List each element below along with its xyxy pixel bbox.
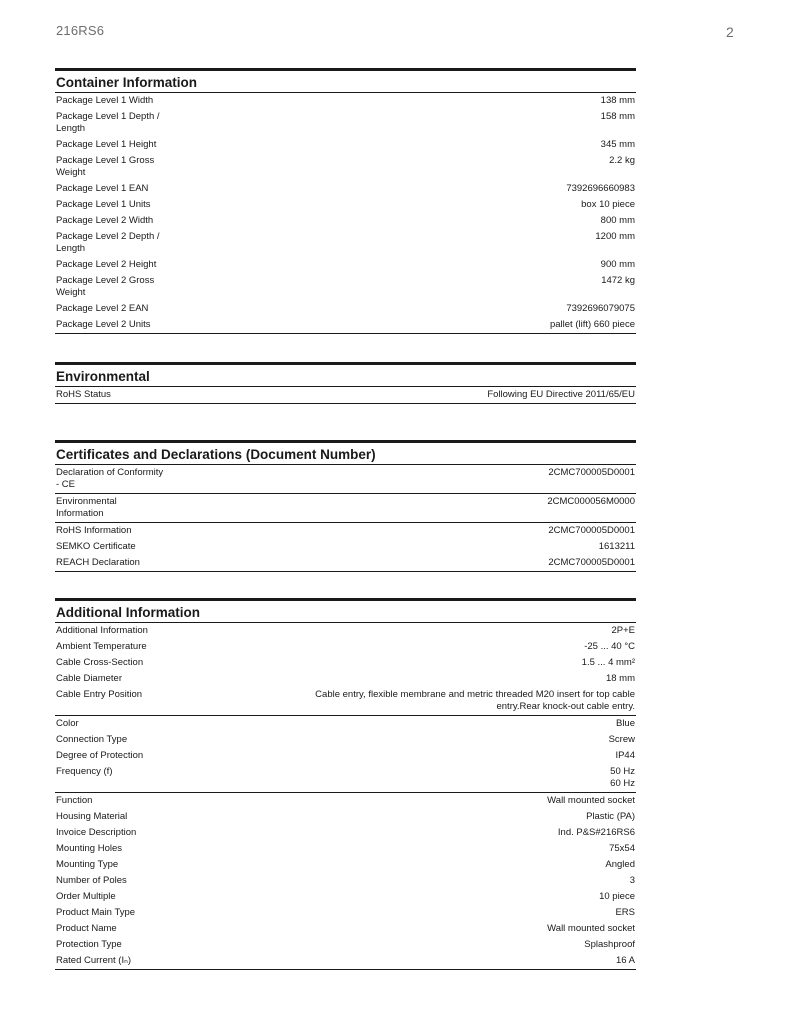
spec-row	[55, 93, 636, 109]
spec-row	[55, 937, 636, 953]
spec-row	[55, 715, 636, 732]
spec-value: Splashproof	[584, 939, 635, 950]
spec-row	[55, 465, 636, 493]
spec-row	[55, 639, 636, 655]
spec-value: 345 mm	[600, 139, 635, 150]
spec-label: Frequency (f)	[56, 766, 113, 777]
spec-label: Package Level 2 Gross Weight	[56, 275, 155, 298]
spec-label: Declaration of Conformity - CE	[56, 467, 164, 490]
spec-value: 1472 kg	[601, 275, 635, 286]
spec-value: box 10 piece	[581, 199, 635, 210]
spec-label: SEMKO Certificate	[56, 541, 136, 552]
spec-value: Blue	[615, 718, 635, 729]
spec-row	[55, 257, 636, 273]
spec-row	[55, 273, 636, 301]
spec-label: Package Level 1 Depth / Length	[56, 111, 160, 134]
spec-value: Screw	[608, 734, 635, 745]
spec-row	[55, 655, 636, 671]
spec-value: Plastic (PA)	[586, 811, 635, 822]
spec-label: Package Level 1 Height	[56, 139, 157, 150]
spec-row	[55, 229, 636, 257]
spec-value: -25 ... 40 °C	[584, 641, 635, 652]
spec-label: Housing Material	[56, 811, 128, 822]
spec-value: 16 A	[615, 955, 635, 966]
spec-row	[55, 841, 636, 857]
spec-row	[55, 889, 636, 905]
spec-value: 18 mm	[605, 673, 635, 684]
spec-label: Function	[56, 795, 93, 806]
spec-row	[55, 825, 636, 841]
spec-label: Cable Cross-Section	[56, 657, 144, 668]
spec-label: Rated Current (Iₙ)	[56, 955, 132, 966]
spec-value: 2CMC700005D0001	[548, 467, 635, 478]
spec-row	[55, 905, 636, 921]
spec-value: Following EU Directive 2011/65/EU	[487, 389, 635, 400]
document-code: 216RS6	[56, 23, 105, 38]
spec-row	[55, 873, 636, 889]
spec-row	[55, 732, 636, 748]
spec-row	[55, 387, 636, 404]
spec-value: 50 Hz 60 Hz	[610, 766, 635, 789]
spec-value: Cable entry, flexible membrane and metric threaded M20 insert for top cable entry.Rear knock-out cable entry.	[315, 689, 635, 712]
spec-label: Degree of Protection	[56, 750, 144, 761]
spec-value: pallet (lift) 660 piece	[549, 319, 635, 330]
spec-label: Package Level 1 EAN	[56, 183, 149, 194]
spec-value: 7392696660983	[566, 183, 635, 194]
spec-label: Cable Diameter	[56, 673, 122, 684]
spec-value: 1200 mm	[595, 231, 635, 242]
spec-row	[55, 522, 636, 539]
spec-value: 10 piece	[599, 891, 635, 902]
spec-label: Environmental Information	[56, 496, 117, 519]
spec-row	[55, 623, 636, 639]
spec-row	[55, 764, 636, 792]
spec-value: ERS	[615, 907, 635, 918]
spec-label: Package Level 2 Width	[56, 215, 154, 226]
spec-row	[55, 153, 636, 181]
spec-value: Wall mounted socket	[547, 923, 635, 934]
section-title: Certificates and Declarations (Document Number)	[55, 440, 636, 465]
spec-value: 3	[629, 875, 635, 886]
spec-label: RoHS Status	[56, 389, 111, 400]
spec-row	[55, 748, 636, 764]
spec-row	[55, 921, 636, 937]
spec-label: Package Level 1 Units	[56, 199, 151, 210]
spec-value: 1.5 ... 4 mm²	[581, 657, 635, 668]
spec-value: Ind. P&S#216RS6	[557, 827, 635, 838]
spec-value: 900 mm	[600, 259, 635, 270]
spec-value: 2.2 kg	[609, 155, 635, 166]
spec-row	[55, 137, 636, 153]
spec-row	[55, 493, 636, 522]
spec-value: 2CMC700005D0001	[548, 525, 635, 536]
spec-value: 7392696079075	[566, 303, 635, 314]
spec-row	[55, 181, 636, 197]
spec-value: Wall mounted socket	[547, 795, 635, 806]
spec-row	[55, 671, 636, 687]
spec-row	[55, 809, 636, 825]
spec-label: Product Name	[56, 923, 117, 934]
section-additional	[55, 598, 636, 970]
spec-value: 75x54	[609, 843, 635, 854]
spec-row	[55, 213, 636, 229]
spec-row	[55, 539, 636, 555]
spec-value: 2P+E	[611, 625, 635, 636]
section-certificates	[55, 440, 636, 572]
spec-label: Package Level 1 Gross Weight	[56, 155, 155, 178]
spec-label: RoHS Information	[56, 525, 132, 536]
spec-row	[55, 953, 636, 970]
spec-label: Package Level 2 Units	[56, 319, 151, 330]
spec-row	[55, 555, 636, 572]
spec-row	[55, 792, 636, 809]
spec-label: Number of Poles	[56, 875, 127, 886]
spec-value: 158 mm	[600, 111, 635, 122]
spec-row	[55, 687, 636, 715]
spec-value: 138 mm	[600, 95, 635, 106]
spec-label: Color	[56, 718, 79, 729]
page-number: 2	[726, 24, 734, 40]
spec-label: Cable Entry Position	[56, 689, 143, 700]
spec-row	[55, 109, 636, 137]
spec-value: 800 mm	[600, 215, 635, 226]
section-title: Additional Information	[55, 598, 636, 623]
spec-label: Connection Type	[56, 734, 128, 745]
spec-label: Ambient Temperature	[56, 641, 147, 652]
section-environmental	[55, 362, 636, 404]
spec-label: Additional Information	[56, 625, 148, 636]
section-title: Container Information	[55, 68, 636, 93]
spec-row	[55, 301, 636, 317]
section-title: Environmental	[55, 362, 636, 387]
spec-value: IP44	[615, 750, 635, 761]
spec-value: Angled	[605, 859, 635, 870]
spec-label: Protection Type	[56, 939, 122, 950]
spec-value: 1613211	[598, 541, 635, 552]
spec-row	[55, 317, 636, 334]
spec-row	[55, 857, 636, 873]
spec-label: Package Level 2 Height	[56, 259, 157, 270]
spec-label: Mounting Type	[56, 859, 119, 870]
spec-label: Mounting Holes	[56, 843, 123, 854]
spec-label: Product Main Type	[56, 907, 136, 918]
spec-value: 2CMC000056M0000	[547, 496, 635, 507]
spec-label: Package Level 1 Width	[56, 95, 154, 106]
spec-label: REACH Declaration	[56, 557, 140, 568]
spec-label: Invoice Description	[56, 827, 137, 838]
spec-label: Package Level 2 EAN	[56, 303, 149, 314]
spec-value: 2CMC700005D0001	[548, 557, 635, 568]
section-container	[55, 68, 636, 334]
spec-label: Order Multiple	[56, 891, 116, 902]
spec-row	[55, 197, 636, 213]
spec-label: Package Level 2 Depth / Length	[56, 231, 160, 254]
